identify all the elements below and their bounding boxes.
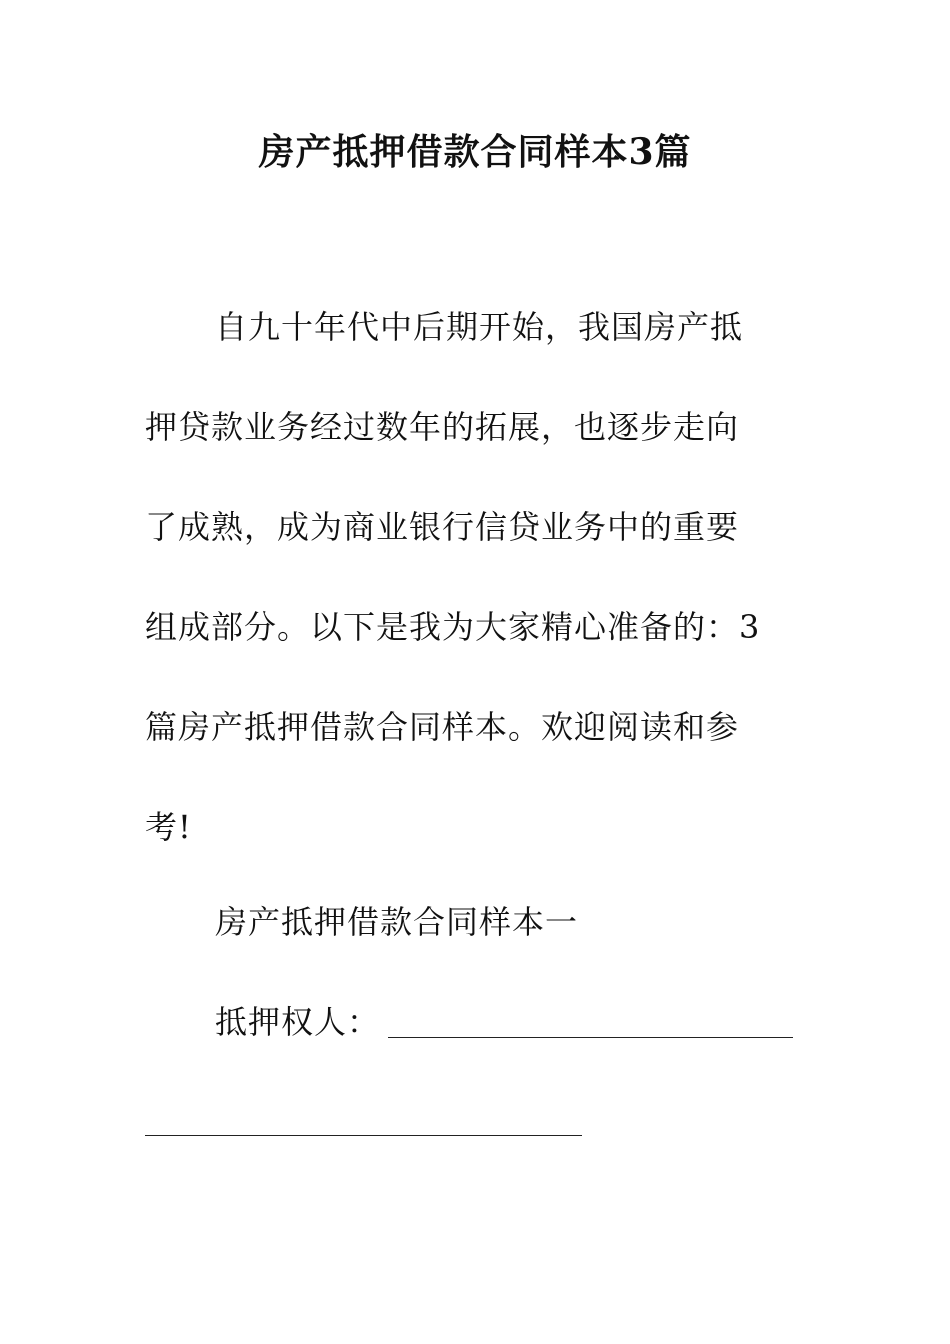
intro-paragraph-line-1: 自九十年代中后期开始，我国房产抵 xyxy=(215,308,744,346)
intro-paragraph-line-5: 篇房产抵押借款合同样本。欢迎阅读和参 xyxy=(145,708,740,746)
mortgagee-label: 抵押权人： xyxy=(215,1003,381,1041)
intro-paragraph-line-3: 了成熟，成为商业银行信贷业务中的重要 xyxy=(145,508,740,546)
intro-paragraph-line-2: 押贷款业务经过数年的拓展，也逐步走向 xyxy=(145,408,740,446)
mortgagee-blank-line xyxy=(388,1037,793,1038)
intro-paragraph-line-6: 考! xyxy=(145,808,192,846)
section-heading: 房产抵押借款合同样本一 xyxy=(215,903,579,941)
mortgagee-blank-line-continued xyxy=(145,1135,582,1136)
document-title: 房产抵押借款合同样本3篇 xyxy=(258,131,692,173)
intro-paragraph-line-4: 组成部分。以下是我为大家精心准备的：3 xyxy=(145,608,761,646)
